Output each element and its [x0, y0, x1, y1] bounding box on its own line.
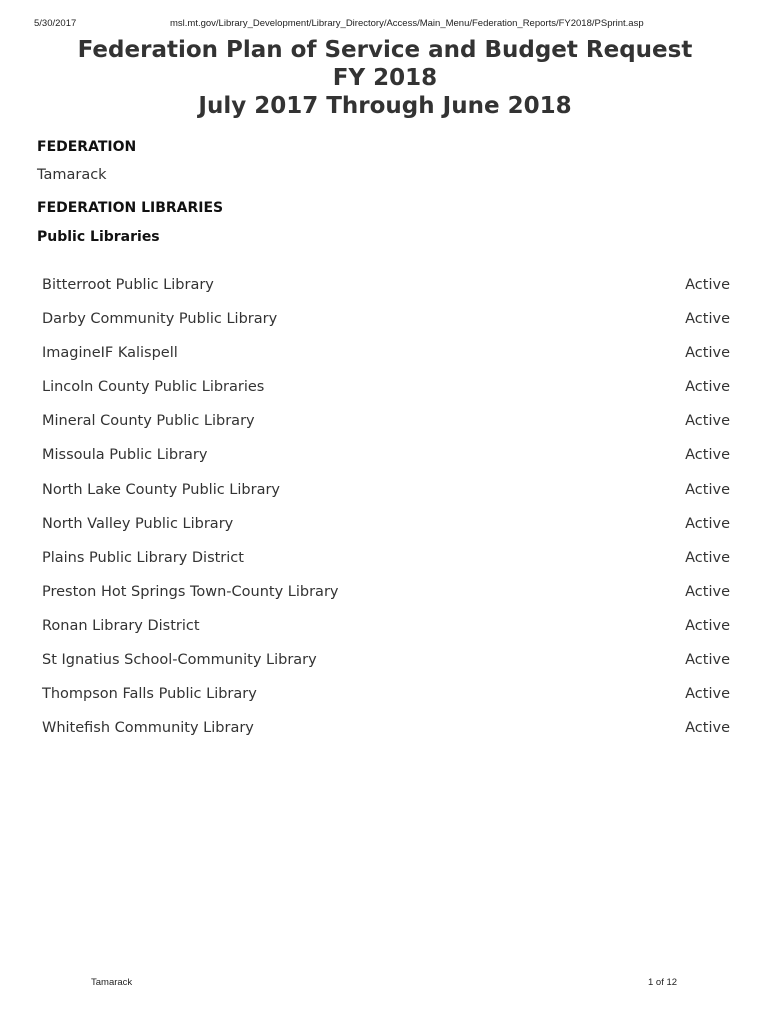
library-status: Active: [685, 515, 730, 532]
library-name: Lincoln County Public Libraries: [42, 379, 265, 396]
library-status: Active: [685, 413, 730, 430]
page-title-line-1: Federation Plan of Service and Budget Request: [77, 37, 693, 63]
library-row: [42, 612, 732, 646]
page-title-line-3: July 2017 Through June 2018: [198, 93, 572, 119]
library-row: [42, 714, 732, 748]
library-list: [42, 271, 732, 748]
federation-libraries-label: FEDERATION LIBRARIES: [37, 200, 224, 216]
federation-value: Tamarack: [37, 167, 107, 183]
library-status: Active: [685, 481, 730, 498]
footer-federation-name: Tamarack: [91, 977, 133, 988]
federation-label: FEDERATION: [37, 139, 137, 155]
library-row: [42, 407, 732, 441]
page-title: [0, 36, 770, 120]
library-status: Active: [685, 345, 730, 362]
library-name: Bitterroot Public Library: [42, 277, 214, 293]
footer-page-number: 1 of 12: [648, 977, 678, 988]
library-name: St Ignatius School-Community Library: [42, 652, 317, 669]
library-row: [42, 476, 732, 510]
library-status: Active: [685, 311, 730, 328]
library-row: [42, 339, 732, 373]
library-name: Whitefish Community Library: [42, 720, 254, 737]
print-date: 5/30/2017: [34, 18, 77, 29]
page-title-line-2: FY 2018: [332, 65, 438, 91]
public-libraries-label: Public Libraries: [37, 229, 160, 245]
library-name: North Valley Public Library: [42, 515, 234, 532]
library-row: [42, 441, 732, 475]
print-footer: [0, 977, 770, 991]
library-status: Active: [685, 583, 730, 600]
library-row: [42, 305, 732, 339]
library-status: Active: [685, 720, 730, 737]
library-name: ImagineIF Kalispell: [42, 345, 178, 362]
library-row: [42, 544, 732, 578]
print-header: [34, 18, 736, 32]
library-status: Active: [685, 686, 730, 703]
library-name: Darby Community Public Library: [42, 311, 278, 328]
library-row: [42, 680, 732, 714]
library-name: Ronan Library District: [42, 617, 200, 634]
library-status: Active: [685, 617, 730, 634]
library-row: [42, 373, 732, 407]
library-status: Active: [685, 379, 730, 396]
library-name: Mineral County Public Library: [42, 413, 255, 430]
library-name: Thompson Falls Public Library: [42, 686, 257, 703]
library-status: Active: [685, 277, 730, 293]
library-row: [42, 510, 732, 544]
library-row: [42, 578, 732, 612]
library-status: Active: [685, 549, 730, 566]
library-row: [42, 271, 732, 305]
library-name: Plains Public Library District: [42, 549, 244, 566]
print-url: msl.mt.gov/Library_Development/Library_Directory/Access/Main_Menu/Federation_Reports/FY2018/PSprint.asp: [170, 18, 644, 29]
library-name: North Lake County Public Library: [42, 481, 281, 498]
library-name: Preston Hot Springs Town-County Library: [42, 583, 339, 600]
library-status: Active: [685, 652, 730, 669]
library-name: Missoula Public Library: [42, 447, 208, 464]
library-row: [42, 646, 732, 680]
library-status: Active: [685, 447, 730, 464]
